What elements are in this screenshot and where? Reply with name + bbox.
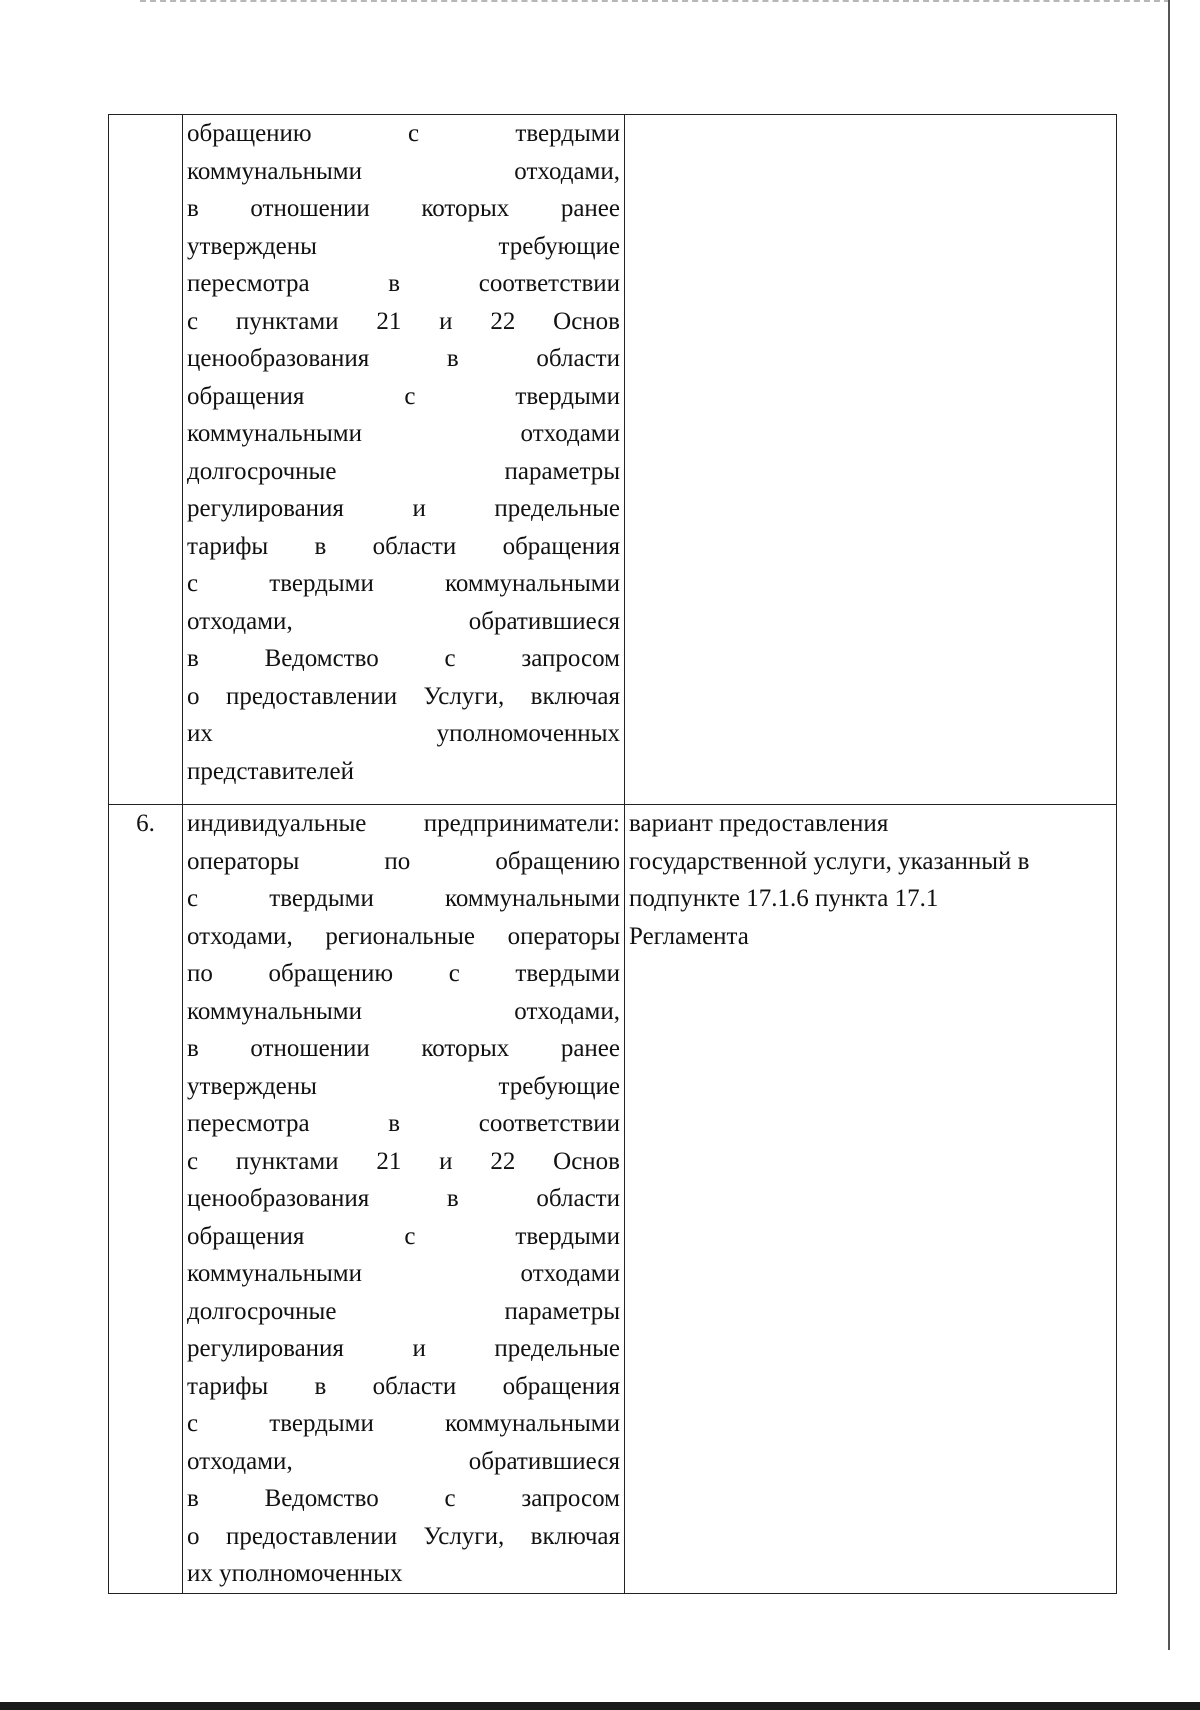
text-line: тарифы в области обращения <box>187 532 620 560</box>
variant-line: вариант предоставления <box>629 810 889 837</box>
text-line: отходами, обратившиеся <box>187 607 620 635</box>
text-line: с пунктами 21 и 22 Основ <box>187 1147 620 1175</box>
text-line: ценообразования в области <box>187 345 620 372</box>
text-line: ценообразования в области <box>187 1185 620 1212</box>
text-line: по обращению с твердыми <box>187 960 620 987</box>
variant-line: государственной услуги, указанный в <box>629 847 1030 875</box>
text-line: отходами, обратившиеся <box>187 1447 620 1475</box>
row-number-cell <box>109 115 183 805</box>
table-row-continuation <box>109 115 1117 805</box>
text-line: долгосрочные параметры <box>187 1297 620 1325</box>
text-line: представителей <box>187 757 354 785</box>
text-line: отходами, региональные операторы <box>187 922 620 950</box>
text-line: индивидуальные предприниматели: <box>187 810 620 837</box>
text-line: с твердыми коммунальными <box>187 885 620 912</box>
text-line: их уполномоченных <box>187 1560 403 1587</box>
variant-text <box>629 805 1110 955</box>
table-row-6 <box>109 805 1117 1594</box>
applicant-text <box>187 115 620 790</box>
text-line: утверждены требующие <box>187 1072 620 1100</box>
scan-bottom-edge <box>0 1702 1200 1710</box>
text-line: долгосрочные параметры <box>187 457 620 485</box>
text-line: обращению с твердыми <box>187 120 620 147</box>
variant-cell <box>625 115 1117 805</box>
text-line: обращения с твердыми <box>187 382 620 410</box>
text-line: коммунальными отходами, <box>187 157 620 185</box>
text-line: с пунктами 21 и 22 Основ <box>187 307 620 335</box>
text-line: регулирования и предельные <box>187 1335 620 1362</box>
applicant-text <box>187 805 620 1593</box>
row-number-cell <box>109 805 183 1594</box>
text-line: операторы по обращению <box>187 847 620 875</box>
text-line: с твердыми коммунальными <box>187 570 620 597</box>
applicant-cell <box>183 805 625 1594</box>
text-line: с твердыми коммунальными <box>187 1410 620 1437</box>
text-line: о предоставлении Услуги, включая <box>187 1522 620 1550</box>
text-line: утверждены требующие <box>187 232 620 260</box>
text-line: их уполномоченных <box>187 720 620 747</box>
text-line: о предоставлении Услуги, включая <box>187 682 620 710</box>
text-line: в Ведомство с запросом <box>187 645 620 672</box>
text-line: тарифы в области обращения <box>187 1372 620 1400</box>
text-line: коммунальными отходами <box>187 420 620 447</box>
text-line: регулирования и предельные <box>187 495 620 522</box>
scan-right-edge <box>1168 0 1170 1650</box>
text-line: обращения с твердыми <box>187 1222 620 1250</box>
text-line: коммунальными отходами <box>187 1260 620 1287</box>
variant-line: подпункте 17.1.6 пункта 17.1 <box>629 885 939 912</box>
text-line: в отношении которых ранее <box>187 195 620 222</box>
applicant-cell <box>183 115 625 805</box>
variant-line: Регламента <box>629 922 749 950</box>
text-line: пересмотра в соответствии <box>187 270 620 297</box>
row-number: 6. <box>136 810 155 837</box>
text-line: в Ведомство с запросом <box>187 1485 620 1512</box>
variant-cell <box>625 805 1117 1594</box>
text-line: коммунальными отходами, <box>187 997 620 1025</box>
text-line: пересмотра в соответствии <box>187 1110 620 1137</box>
text-line: в отношении которых ранее <box>187 1035 620 1062</box>
scan-top-edge <box>140 0 1170 5</box>
document-table <box>108 114 1117 1594</box>
